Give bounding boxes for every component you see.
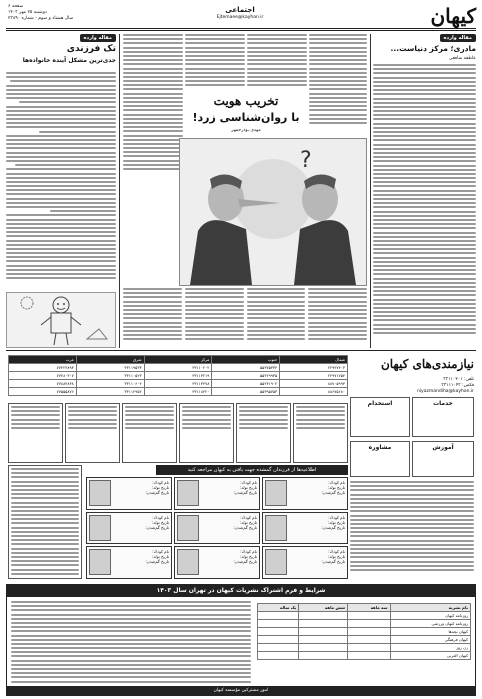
- child-photo: [265, 515, 287, 541]
- child-lost-label: تاریخ گم‌شدن:: [321, 559, 345, 565]
- subscription-table: [257, 603, 471, 660]
- missing-child-card: [262, 512, 348, 545]
- phone-number: ۳۳۱۱۰۵۲۳: [76, 372, 144, 380]
- ads-section: [6, 350, 476, 580]
- subscription-title: شرایط و فرم اشتراک نشریات کیهان در تهران سال ۱۴۰۳: [7, 585, 475, 597]
- phone-number: ۳۳۱۱۹۵۳۳: [76, 364, 144, 372]
- small-ad: [179, 403, 234, 463]
- phone-header: جنوب: [212, 356, 280, 364]
- svg-text:?: ?: [300, 148, 312, 173]
- side-ad-title: مشاوره: [368, 444, 392, 451]
- child-photo: [89, 480, 111, 506]
- center-headline-line1: تخریب هویت: [213, 94, 279, 108]
- publication-name: زن روز: [390, 644, 470, 652]
- side-ad-box: [350, 397, 410, 437]
- child-name-label: نام کودک:: [240, 480, 257, 485]
- issue-line: سال هشتاد و سوم - شماره ۲۳۸۹۰: [8, 16, 74, 21]
- left-article-headline: [6, 44, 116, 65]
- child-born-label: تاریخ تولد:: [151, 485, 169, 490]
- phone-header: شرق: [76, 356, 144, 364]
- child-lost-label: تاریخ گم‌شدن:: [233, 559, 257, 565]
- ads-email: niyazmandiha@kayhan.ir: [416, 389, 474, 394]
- side-ad-title: خدمات: [433, 400, 453, 407]
- phone-number: ۳۳۱۱۰۶۰۴: [76, 380, 144, 388]
- child-born-label: تاریخ تولد:: [327, 554, 345, 560]
- phone-number: ۵۵۳۹۵۷۵۳: [212, 388, 280, 396]
- child-drawing-illustration: [6, 292, 116, 348]
- ads-title: نیازمندی‌های کیهان: [380, 357, 474, 371]
- missing-child-card: [262, 477, 348, 510]
- masthead-logo: کیهان: [430, 4, 476, 28]
- ads-contact-2: فکس: ۳۳۱۱۱۰۴۳: [441, 383, 474, 388]
- phone-number: ۷۷۴۲۳۸۹۳: [9, 364, 77, 372]
- center-top-text-far-right: [309, 34, 367, 134]
- phone-number: ۸۸۶۷۵۶۸۰: [280, 388, 348, 396]
- side-ad-title: آموزش: [432, 444, 454, 451]
- side-ad-text: [350, 481, 474, 579]
- publication-name: روزنامه کیهان: [390, 612, 470, 620]
- child-born-label: تاریخ تولد:: [239, 485, 257, 490]
- missing-children-banner: اطلاعیه‌ها از فرزندان گمشده جهت یافتن به کیهان مراجعه کنید: [156, 465, 348, 475]
- missing-child-card: [174, 546, 260, 579]
- side-ad-box: [412, 397, 474, 437]
- table-header-cell: یک ساله: [258, 604, 299, 612]
- child-photo: [265, 480, 287, 506]
- missing-children-grid: [86, 477, 348, 579]
- center-illustration: [179, 138, 367, 286]
- phone-table-header: [9, 356, 348, 364]
- table-header-cell: سه ماهه: [348, 604, 390, 612]
- center-top-text-left: [123, 34, 183, 184]
- column-divider: [119, 34, 120, 348]
- center-bottom-text: [123, 288, 367, 348]
- date-line: دوشنبه ۲۵ مهر ۱۴۰۳: [8, 10, 47, 15]
- child-lost-label: تاریخ گم‌شدن:: [233, 490, 257, 495]
- phone-number: ۳۳۱۱۲۹۵۲: [76, 388, 144, 396]
- masthead: [0, 0, 482, 36]
- child-photo: [89, 549, 111, 575]
- right-article-tag: مقاله وارده: [440, 34, 476, 42]
- center-byline: مهدی بوذرجمهر: [231, 127, 261, 133]
- child-photo: [89, 515, 111, 541]
- child-lost-label: تاریخ گم‌شدن:: [145, 490, 169, 495]
- table-row: [258, 636, 471, 644]
- center-top-text-mid: [185, 34, 245, 94]
- table-row: [9, 372, 348, 380]
- phone-number: ۳۳۱۱۳۲۱۹: [144, 372, 212, 380]
- side-ad-box: [350, 441, 410, 477]
- child-lost-label: تاریخ گم‌شدن:: [321, 524, 345, 530]
- child-photo: [177, 549, 199, 575]
- center-headline-line2: با روان‌شناسی زرد!: [192, 111, 300, 124]
- subscription-form: [11, 601, 251, 691]
- child-born-label: تاریخ تولد:: [151, 554, 169, 560]
- left-headline-line1: تک فرزندی: [66, 44, 116, 54]
- section-title: اجتماعی: [225, 6, 255, 14]
- table-row: [9, 380, 348, 388]
- phone-number: ۳۳۱۱۳۴۷۸: [144, 380, 212, 388]
- missing-child-card: [174, 512, 260, 545]
- child-name-label: نام کودک:: [240, 514, 257, 520]
- ads-phone-table: [8, 355, 348, 396]
- small-ad: [122, 403, 177, 463]
- center-article: [123, 34, 367, 348]
- phone-number: ۲۲۹۴۷۴۰۳: [280, 364, 348, 372]
- subscription-footer: امور مشترکین مؤسسه کیهان: [7, 686, 475, 695]
- table-header-cell: شش ماهه: [299, 604, 348, 612]
- missing-child-card: [262, 546, 348, 579]
- missing-child-card: [86, 477, 172, 510]
- child-lost-label: تاریخ گم‌شدن:: [233, 524, 257, 530]
- table-row: [258, 612, 471, 620]
- child-name-label: نام کودک:: [240, 549, 257, 555]
- table-row: [258, 620, 471, 628]
- table-row: [258, 652, 471, 660]
- phone-number: ۲۲۹۷۱۷۵۴: [280, 372, 348, 380]
- phone-header: غرب: [9, 356, 77, 364]
- child-photo: [177, 515, 199, 541]
- publication-name: کیهان بچه‌ها: [390, 628, 470, 636]
- phone-number: ۵۵۳۶۹۹۳۵: [212, 372, 280, 380]
- child-born-label: تاریخ تولد:: [239, 554, 257, 560]
- child-name-label: نام کودک:: [328, 480, 345, 485]
- child-photo: [265, 549, 287, 575]
- child-lost-label: تاریخ گم‌شدن:: [321, 490, 345, 495]
- table-row: [258, 628, 471, 636]
- small-ads-grid: [8, 403, 348, 463]
- right-article-body: [373, 64, 476, 348]
- publication-name: کیهان العربی: [390, 652, 470, 660]
- child-born-label: تاریخ تولد:: [151, 519, 169, 525]
- left-article-tag: مقاله وارده: [80, 34, 116, 42]
- child-name-label: نام کودک:: [152, 549, 169, 555]
- phone-number: ۷۷۴۸۰۳۰۷: [9, 372, 77, 380]
- child-photo: [177, 480, 199, 506]
- child-name-label: نام کودک:: [152, 480, 169, 485]
- left-article-body: [6, 72, 116, 290]
- child-name-label: نام کودک:: [152, 514, 169, 520]
- phone-number: ۳۳۱۱۰۲۰۲: [144, 364, 212, 372]
- ads-contact-1: تلفن: ۳۳۱۱۰۲۰۱: [443, 377, 474, 382]
- phone-number: ۵۵۳۷۵۳۳۴: [212, 364, 280, 372]
- section-email: Ejtemaee@kayhan.ir: [216, 15, 264, 20]
- phone-number: ۵۵۴۳۱۹۰۲: [212, 380, 280, 388]
- child-name-label: نام کودک:: [328, 514, 345, 520]
- column-divider: [370, 34, 371, 348]
- small-ad: [236, 403, 291, 463]
- small-ad: [8, 403, 63, 463]
- missing-child-card: [86, 546, 172, 579]
- table-row: [9, 364, 348, 372]
- table-header-cell: نام نشریه: [390, 604, 470, 612]
- small-ad: [293, 403, 348, 463]
- child-born-label: تاریخ تولد:: [327, 485, 345, 490]
- child-name-label: نام کودک:: [328, 549, 345, 555]
- small-ad: [65, 403, 120, 463]
- side-ad-title: استخدام: [367, 400, 393, 407]
- phone-number: ۷۷۸۸۴۸۳۸: [9, 380, 77, 388]
- masthead-rule-2: [6, 30, 476, 31]
- phone-number: ۸۸۷۰۵۹۹۳: [280, 380, 348, 388]
- subscription-section: [6, 584, 476, 696]
- missing-child-card: [86, 512, 172, 545]
- child-born-label: تاریخ تولد:: [239, 519, 257, 525]
- child-lost-label: تاریخ گم‌شدن:: [145, 524, 169, 530]
- child-born-label: تاریخ تولد:: [327, 519, 345, 525]
- page-label: صفحه ۶: [8, 4, 24, 9]
- phone-header: شمال: [280, 356, 348, 364]
- right-article: [373, 34, 476, 348]
- publication-name: روزنامه کیهان ورزشی: [390, 620, 470, 628]
- table-row: [9, 388, 348, 396]
- phone-number: ۷۷۵۵۵۸۷۶: [9, 388, 77, 396]
- missing-child-card: [174, 477, 260, 510]
- left-headline-line2: جدی‌ترین مشکل آینده خانواده‌ها: [22, 57, 116, 65]
- center-headline: [185, 94, 307, 133]
- subscription-table-header: [258, 604, 471, 612]
- table-row: [258, 644, 471, 652]
- phone-header: مرکز: [144, 356, 212, 364]
- left-article: [6, 34, 116, 348]
- center-top-text-right: [247, 34, 307, 94]
- right-article-byline: عاطفه شافعی: [449, 56, 476, 61]
- side-ad-box: [412, 441, 474, 477]
- legal-notices: [8, 465, 82, 579]
- phone-number: ۳۳۱۱۸۴۲۰: [144, 388, 212, 396]
- masthead-rule: [6, 28, 476, 29]
- child-lost-label: تاریخ گم‌شدن:: [145, 559, 169, 565]
- right-ad-column: [350, 397, 474, 579]
- right-article-headline: مادری؛ مرکز دنیاست...: [390, 44, 476, 53]
- publication-name: کیهان فرهنگی: [390, 636, 470, 644]
